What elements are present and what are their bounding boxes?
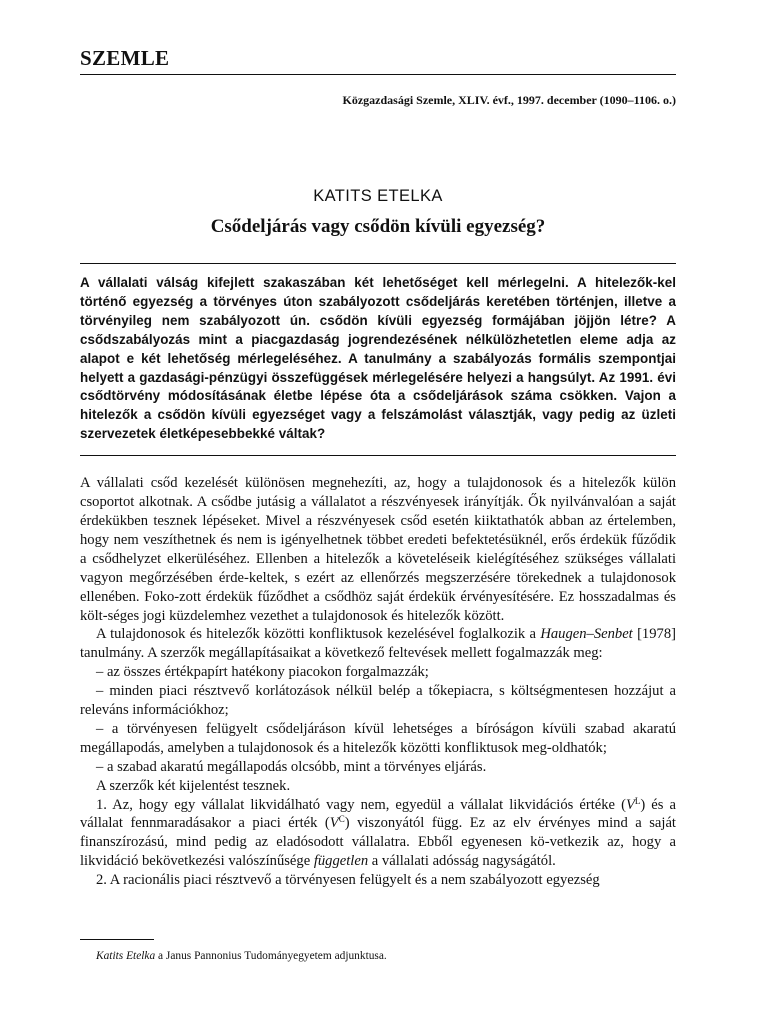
market-value-symbol: V	[329, 815, 339, 832]
header-rule	[80, 74, 676, 75]
paragraph-4-text-c: ) viszonyától függ. Ez az elv érvényes mind a saját finanszírozású, mind pedig az eladósodott vállalatra. Ebből egyenesen kö-vetkezik az, hogy a likvidáció bekövetkezési valószínűsége	[80, 815, 676, 870]
paragraph-2-text-a: A tulajdonosok és hitelezők közötti konfliktusok kezelésével foglalkozik a	[96, 626, 541, 643]
article-title: Csődeljárás vagy csődön kívüli egyezség?	[210, 216, 546, 237]
assumption-item: – az összes értékpapírt hatékony piacokon forgalmazzák;	[96, 664, 429, 681]
abstract-bottom-rule	[80, 455, 676, 456]
assumption-item: – a szabad akaratú megállapodás olcsóbb, mint a törvényes eljárás.	[96, 758, 487, 775]
body-paragraph-2	[80, 625, 676, 663]
section-title: SZEMLE	[80, 46, 170, 70]
journal-page	[80, 40, 676, 890]
footnote-rule	[80, 939, 154, 940]
footnote-author: Katits Etelka	[96, 950, 156, 962]
article-abstract: A vállalati válság kifejlett szakaszában két lehetőséget kell mérlegelni. A hitelezők-kel történő egyezség a törvényes úton szabályozott csődeljárás keretében történjen, illetve a törvényileg nem szabályozott ún. csődön kívüli egyezség formájában jöjjön létre? A csődszabályozás mint a piacgazdaság jogrendezésének nélkülözhetetlen eleme adja az alapot e két lehetőség mérlegeléséhez. A tanulmány a szabályozás formális szempontjai helyett a gazdasági-pénzügyi összefüggések mérlegelésére helyezi a hangsúlyt. Az 1991. évi csődtörvény módosításának életbe lépése óta a csődeljárások száma csökken. Vajon a hitelezők a csődön kívüli egyezséget vagy a felszámolást választják, vagy pedig az üzleti szervezetek életképesebbekké váltak?	[80, 275, 676, 442]
liquidation-value-symbol: V	[625, 796, 635, 813]
abstract-top-rule	[80, 263, 676, 264]
body-paragraph-4	[80, 796, 676, 872]
paragraph-2-text-b: [1978] tanulmány. A szerzők megállapításaikat a következő feltevések mellett fogalmazzák meg:	[80, 626, 676, 662]
body-paragraph-1: A vállalati csőd kezelését különösen megnehezíti, az, hogy a tulajdonosok és a hitelezők külön csoportot alkotnak. A csődbe jutásig a vállalatot a részvényesek irányítják. Ők nyilvánvalóan a saját érdekükben tesznek lépéseket. Mivel a részvényesek csőd esetén kiiktathatók abban az értelemben, hogy nem veszíthetnek és nem is igényelhetnek többet eredeti befektetésüknél, erős érdekük fűződik a csődhelyzet elkerüléséhez. Ellenben a hitelezők a követeléseik kielégítéséhez szükséges vállalati vagyon megőrzésében érde-keltek, s ezért az ellenőrzés megszerzésére törekednek a tulajdonosok ellenében. Foko-zott érdekük fűződhet a csődhöz saját érdekük érvényesítésére. Ez hosszadalmas és költ-séges jogi küzdelemhez vezethet a tulajdonosok és hitelezők között.	[80, 475, 676, 624]
liquidation-value-superscript: L	[634, 795, 641, 806]
assumption-item: – minden piaci résztvevő korlátozások nélkül belép a tőkepiacra, s költségmentesen hozzájut a releváns információkhoz;	[80, 683, 676, 719]
article-author: KATITS ETELKA	[313, 187, 443, 205]
footnote-text: a Janus Pannonius Tudományegyetem adjunktusa.	[155, 950, 387, 962]
body-paragraph-3: A szerzők két kijelentést tesznek.	[96, 777, 291, 794]
paragraph-4-text-b: ) és a vállalat fennmaradásakor a piaci érték (	[80, 796, 676, 832]
assumption-item: – a törvényesen felügyelt csődeljáráson kívül lehetséges a bíróságon kívüli szabad akaratú megállapodás, amelyben a tulajdonosok és a hitelezők közötti konfliktusok meg-oldhatók;	[80, 720, 676, 756]
citation-reference: Haugen–Senbet	[540, 626, 633, 643]
body-paragraph-5: 2. A racionális piaci résztvevő a törvényesen felügyelt és a nem szabályozott egyezség	[96, 872, 600, 889]
journal-citation: Közgazdasági Szemle, XLIV. évf., 1997. december (1090–1106. o.)	[342, 93, 676, 107]
paragraph-4-text-a: 1. Az, hogy egy vállalat likvidálható vagy nem, egyedül a vállalat likvidációs értéke (	[96, 796, 626, 813]
emphasized-word: független	[313, 853, 369, 870]
article-body	[80, 474, 676, 890]
paragraph-4-text-d: a vállalati adósság nagyságától.	[368, 853, 556, 870]
footnote	[96, 950, 387, 962]
market-value-superscript: C	[338, 814, 345, 825]
